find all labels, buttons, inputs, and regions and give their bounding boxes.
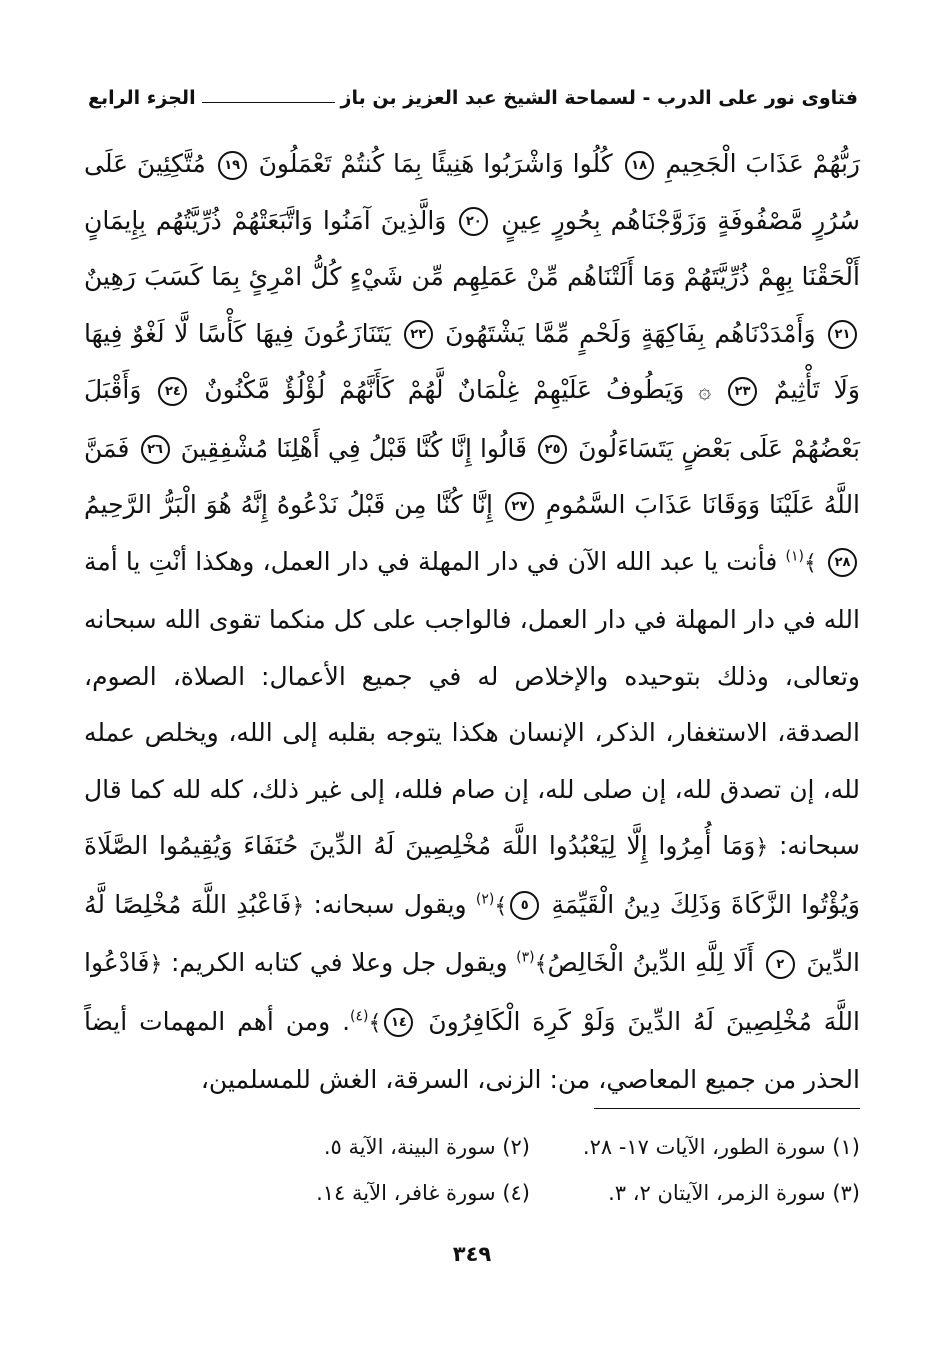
ayah-number: ٢٠ (459, 207, 488, 236)
quran-verse: فَمَنَّ اللَّهُ عَلَيْنَا وَوَقَانَا عَذَابَ السَّمُومِ (84, 433, 861, 519)
quote-close-bracket-icon: ﴾ (803, 550, 817, 576)
quran-verse: فَاعْبُدِ اللَّهَ مُخْلِصًا لَّهُ الدِّينَ (84, 889, 861, 977)
ayah-number: ٢١ (828, 320, 857, 349)
footnotes (200, 1124, 860, 1216)
footnote-ref: (٤) (350, 1008, 369, 1025)
quran-verse: وَيَطُوفُ عَلَيْهِمْ غِلْمَانٌ لَّهُمْ كَأَنَّهُمْ لُؤْلُؤٌ مَّكْنُونٌ (204, 375, 685, 404)
body-text-span: فأنت يا عبد الله الآن في دار المهلة في دار العمل، وهكذا أنْتِ يا أمة الله في دار المهلة في دار العمل، فالواجب على كل منكما تقوى الله سبحانه وتعالى، وذلك بتوحيده والإخلاص له في جميع الأعمال: الصلاة، الصوم، الصدقة، الاستغفار، الذكر، الإنسان هكذا يتوجه بقلبه إلى الله، ويخلص عمله لله، إن تصدق لله، إن صلى لله، إن صام فلله، إلى غير ذلك، كله لله كما قال سبحانه: (84, 546, 860, 860)
footnote-ref: (٣) (516, 949, 535, 966)
running-header (88, 78, 858, 118)
footnote-2: (٢) سورة البينة، الآية ٥. (323, 1135, 530, 1159)
quote-close-bracket-icon: ﴾ (494, 893, 508, 919)
quran-verse: مُتَّكِئِينَ عَلَى سُرُرٍ مَّصْفُوفَةٍ وَزَوَّجْنَاهُم بِحُورٍ عِينٍ (84, 149, 860, 235)
body-text-span: ويقول سبحانه: (313, 889, 467, 919)
part-label: الجزء الرابع (88, 87, 196, 109)
header-rule (202, 102, 335, 103)
footnote-row (200, 1124, 860, 1170)
body-paragraph (84, 136, 860, 1109)
ayah-number: ٢٨ (828, 548, 857, 577)
footnote-row (200, 1170, 860, 1216)
quran-verse: كُلُوا وَاشْرَبُوا هَنِيئًا بِمَا كُنتُمْ تَعْمَلُونَ (258, 149, 613, 178)
quran-verse: وَمَا أُمِرُوا إِلَّا لِيَعْبُدُوا اللَّهَ مُخْلِصِينَ لَهُ الدِّينَ حُنَفَاءَ وَيُقِيمُوا الصَّلَاةَ وَيُؤْتُوا الزَّكَاةَ وَذَلِكَ دِينُ الْقَيِّمَةِ (84, 831, 861, 919)
footnote-1: (١) سورة الطور، الآيات ١٧- ٢٨. (582, 1135, 860, 1159)
quran-verse: قَالُوا إِنَّا كُنَّا قَبْلُ فِي أَهْلِنَا مُشْفِقِينَ (180, 433, 528, 463)
footnote-ref: (٢) (475, 891, 495, 908)
ayah-number: ٢٢ (404, 320, 433, 349)
quran-verse: وَأَقْبَلَ بَعْضُهُمْ عَلَى بَعْضٍ يَتَسَاءَلُونَ (84, 375, 860, 463)
quran-verse: يَتَنَازَعُونَ فِيهَا كَأْسًا لَّا لَغْوٌ فِيهَا وَلَا تَأْثِيمٌ (84, 318, 860, 404)
quote-open-bracket-icon: ﴿ (755, 835, 769, 860)
footnote-4: (٤) سورة غافر، الآية ١٤. (316, 1181, 530, 1205)
ayah-number: ٢٤ (158, 377, 187, 406)
ayah-number: ٢٦ (141, 435, 170, 464)
ayah-number: ٢٥ (538, 435, 567, 464)
page-number: ٣٤٩ (452, 1242, 492, 1266)
ayah-number: ١٨ (625, 151, 654, 180)
quran-verse: إِنَّا كُنَّا مِن قَبْلُ نَدْعُوهُ إِنَّهُ هُوَ الْبَرُّ الرَّحِيمُ (84, 490, 493, 519)
hizb-ornament-icon: ۞ (698, 379, 712, 404)
ayah-number: ٢٧ (505, 492, 534, 521)
footnote-ref: (١) (785, 548, 804, 565)
quran-verse: فَادْعُوا اللَّهَ مُخْلِصِينَ لَهُ الدِّينَ وَلَوْ كَرِهَ الْكَافِرُونَ (84, 948, 860, 1036)
main-text (84, 136, 860, 1109)
book-title: فتاوى نور على الدرب - لسماحة الشيخ عبد العزيز بن باز (340, 87, 858, 109)
quote-close-bracket-icon: ﴾ (368, 1010, 382, 1036)
footnote-3: (٣) سورة الزمر، الآيتان ٢، ٣. (608, 1181, 860, 1205)
quote-close-bracket-icon: ﴾ (534, 952, 548, 977)
footnote-divider (594, 1108, 860, 1109)
body-text-span: . ومن أهم المهمات أيضاً الحذر من جميع المعاصي، من: الزنى، السرقة، الغش للمسلمين، (84, 1006, 860, 1094)
quote-open-bracket-icon: ﴿ (291, 893, 305, 919)
quran-verse: أَلَا لِلَّهِ الدِّينُ الْخَالِصُ (547, 948, 755, 977)
quran-verse: رَبُّهُمْ عَذَابَ الْجَحِيمِ (665, 149, 860, 178)
ayah-number: ١٩ (218, 151, 247, 180)
quote-open-bracket-icon: ﴿ (149, 952, 163, 977)
ayah-number: ٥ (510, 891, 539, 920)
ayah-number: ٢٣ (728, 377, 757, 406)
quran-verse: وَأَمْدَدْنَاهُم بِفَاكِهَةٍ وَلَحْمٍ مِّمَّا يَشْتَهُونَ (445, 318, 816, 348)
ayah-number: ٢ (766, 950, 795, 979)
quran-verse: وَالَّذِينَ آمَنُوا وَاتَّبَعَتْهُمْ ذُرِّيَّتُهُم بِإِيمَانٍ أَلْحَقْنَا بِهِمْ ذُرِّيَّتَهُمْ وَمَا أَلَتْنَاهُم مِّنْ عَمَلِهِم مِّن شَيْءٍ كُلُّ امْرِئٍ بِمَا كَسَبَ رَهِينٌ (84, 205, 860, 291)
ayah-number: ١٤ (384, 1008, 413, 1037)
body-text-span: ويقول جل وعلا في كتابه الكريم: (171, 948, 508, 977)
